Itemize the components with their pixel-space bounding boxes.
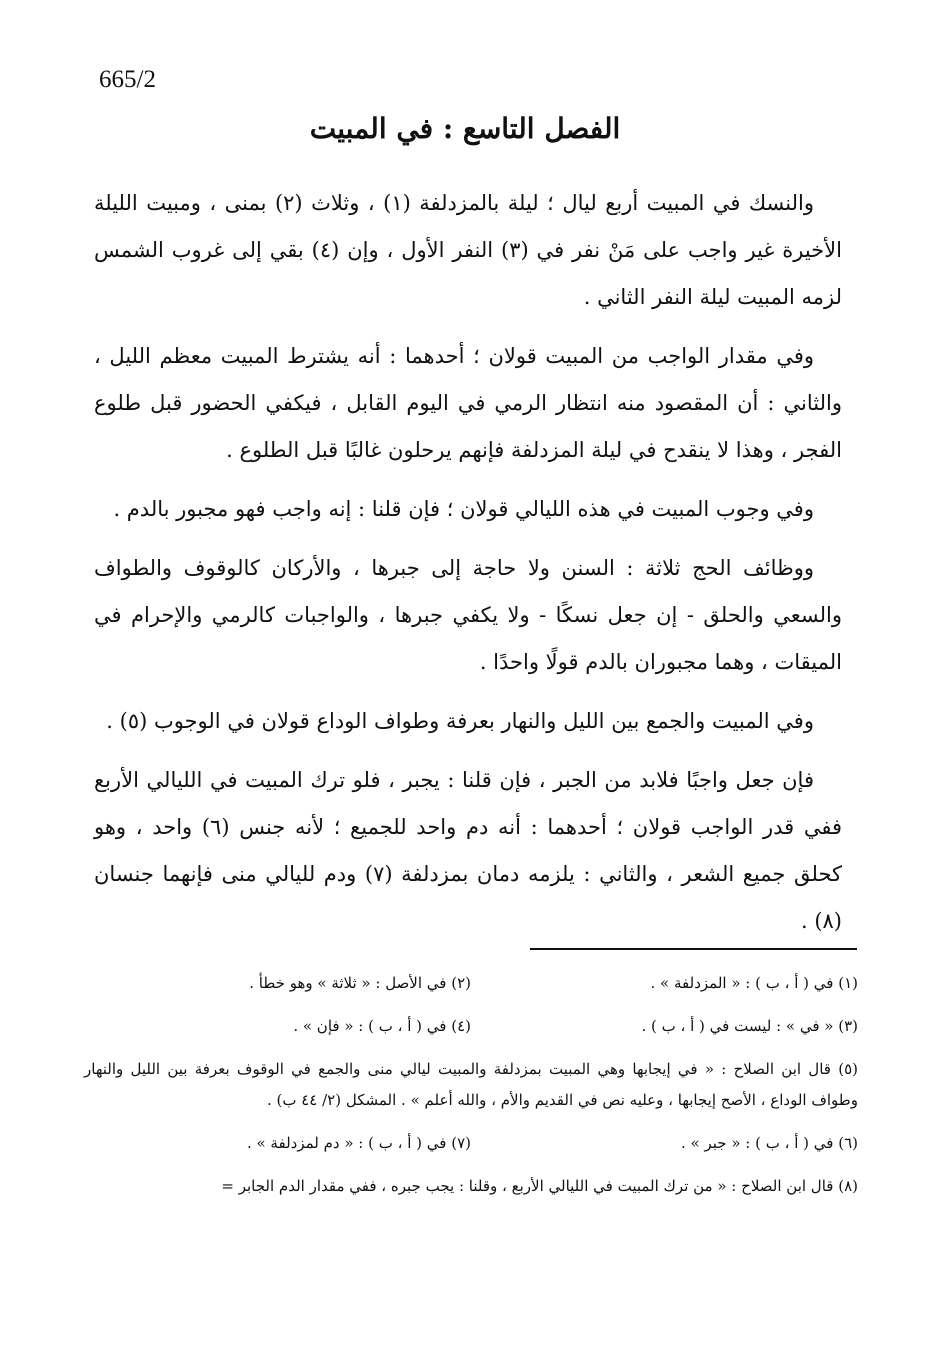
footnote-3: (٣) « في » : ليست في ( أ ، ب ) . — [641, 1017, 858, 1035]
chapter-title: الفصل التاسع : في المبيت — [309, 112, 621, 145]
footnote-row — [84, 1128, 858, 1159]
footnote-5: (٥) قال ابن الصلاح : « في إيجابها وهي المبيت بمزدلفة والمبيت ليالي منى والجمع في الوقوف بعرفة بين الليل والنهار وطواف الوداع ، الأصح إيجابها ، وعليه نص في القديم والأم ، والله أعلم » . المشكل (٢/ ٤٤ ب) . — [84, 1060, 858, 1109]
footnote-2: (٢) في الأصل : « ثلاثة » وهو خطأ . — [249, 974, 471, 992]
page-number: 665/2 — [99, 66, 156, 93]
footnotes — [84, 968, 858, 1214]
paragraph: والنسك في المبيت أربع ليال ؛ ليلة بالمزدلفة (١) ، وثلاث (٢) بمنى ، ومبيت الليلة الأخيرة غير واجب على مَنْ نفر في (٣) النفر الأول ، وإن (٤) بقي إلى غروب الشمس لزمه المبيت ليلة النفر الثاني . — [94, 191, 842, 309]
footnote-row — [84, 1011, 858, 1042]
paragraph: وفي المبيت والجمع بين الليل والنهار بعرفة وطواف الوداع قولان في الوجوب (٥) . — [106, 709, 814, 733]
paragraph: وفي وجوب المبيت في هذه الليالي قولان ؛ فإن قلنا : إنه واجب فهو مجبور بالدم . — [113, 497, 814, 521]
footnote-7: (٧) في ( أ ، ب ) : « دم لمزدلفة » . — [246, 1134, 471, 1152]
footnote-4: (٤) في ( أ ، ب ) : « فإن » . — [293, 1017, 471, 1035]
footnote-separator — [530, 948, 857, 950]
main-text — [94, 180, 842, 957]
paragraph: وفي مقدار الواجب من المبيت قولان ؛ أحدهما : أنه يشترط المبيت معظم الليل ، والثاني : أن المقصود منه انتظار الرمي في اليوم القابل ، فيكفي الحضور قبل طلوع الفجر ، وهذا لا ينقدح في ليلة المزدلفة فإنهم يرحلون غالبًا قبل الطلوع . — [94, 344, 842, 462]
paragraph: فإن جعل واجبًا فلابد من الجبر ، فإن قلنا : يجبر ، فلو ترك المبيت في الليالي الأربع ففي قدر الواجب قولان ؛ أحدهما : أنه دم واحد للجميع ؛ لأنه جنس (٦) واحد ، وهو كحلق جميع الشعر ، والثاني : يلزمه دمان بمزدلفة (٧) ودم لليالي منى فإنهما جنسان (٨) . — [94, 768, 843, 933]
footnote-6: (٦) في ( أ ، ب ) : « جبر » . — [681, 1134, 858, 1152]
paragraph: ووظائف الحج ثلاثة : السنن ولا حاجة إلى جبرها ، والأركان كالوقوف والطواف والسعي والحلق - إن جعل نسكًا - ولا يكفي جبرها ، والواجبات كالرمي والإحرام في الميقات ، وهما مجبوران بالدم قولًا واحدًا . — [94, 556, 842, 674]
footnote-8: (٨) قال ابن الصلاح : « من ترك المبيت في الليالي الأربع ، وقلنا : يجب جبره ، ففي مقدار الدم الجابر = — [84, 1171, 858, 1202]
footnote-row — [84, 968, 858, 999]
footnote-1: (١) في ( أ ، ب ) : « المزدلفة » . — [650, 974, 858, 992]
